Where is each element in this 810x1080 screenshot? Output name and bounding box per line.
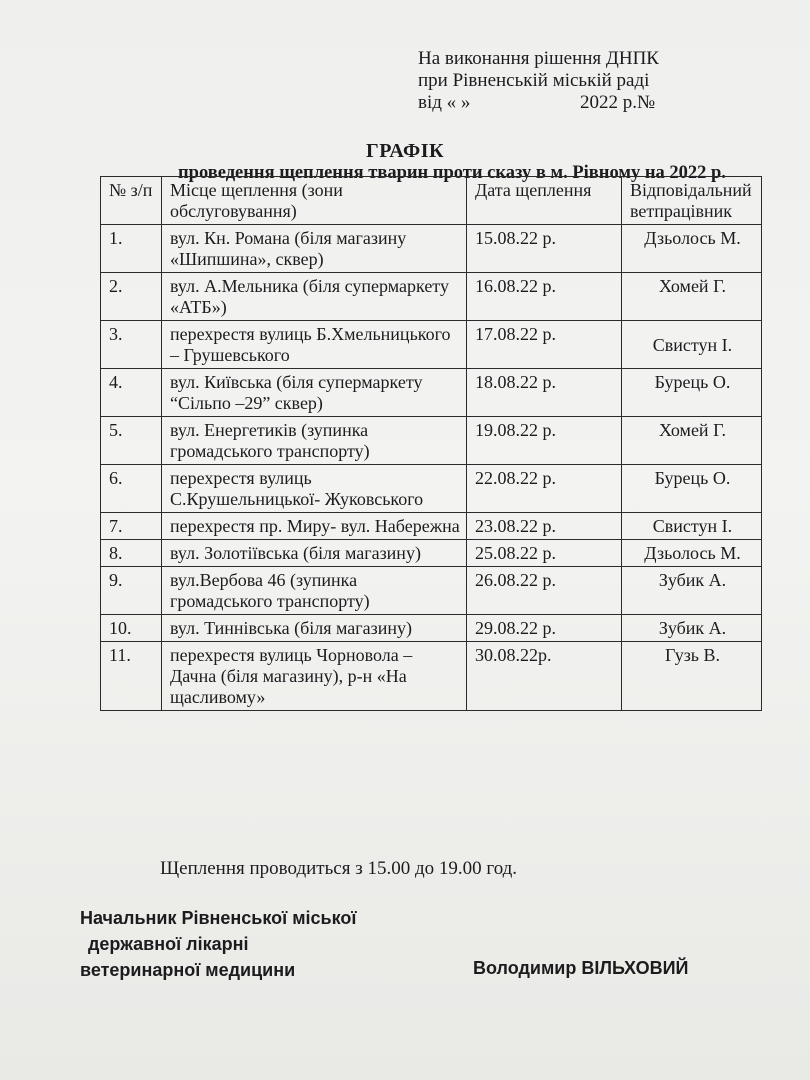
row-number: 9.	[101, 567, 162, 615]
row-place: вул.Вербова 46 (зупинка громадського транспорту)	[162, 567, 467, 615]
row-date: 25.08.22 р.	[467, 540, 622, 567]
row-place: перехрестя вулиць Б.Хмельницького – Грушевського	[162, 321, 467, 369]
table-row	[101, 273, 762, 321]
row-vet: Хомей Г.	[622, 417, 762, 465]
row-number: 6.	[101, 465, 162, 513]
row-place: вул. Київська (біля супермаркету “Сільпо –29” сквер)	[162, 369, 467, 417]
table-row	[101, 225, 762, 273]
row-number: 4.	[101, 369, 162, 417]
row-date: 22.08.22 р.	[467, 465, 622, 513]
signature-title-line-1: Начальник Рівненської міської	[80, 908, 357, 928]
approval-date-prefix: від « »	[418, 92, 471, 113]
row-number: 3.	[101, 321, 162, 369]
table-row	[101, 321, 762, 369]
approval-header	[418, 48, 659, 114]
approval-date-line	[418, 92, 659, 114]
row-date: 29.08.22 р.	[467, 615, 622, 642]
signature-block	[80, 905, 356, 983]
signer-name: Володимир ВІЛЬХОВИЙ	[473, 958, 689, 978]
approval-line-1: На виконання рішення ДНПК	[418, 48, 659, 69]
row-vet: Дзьолось М.	[622, 225, 762, 273]
row-vet: Зубик А.	[622, 567, 762, 615]
row-vet: Гузь В.	[622, 642, 762, 711]
header-place: Місце щеплення (зони обслуговування)	[162, 177, 467, 225]
row-date: 17.08.22 р.	[467, 321, 622, 369]
row-number: 11.	[101, 642, 162, 711]
row-place: перехрестя вулиць Чорновола – Дачна (біля магазину), р-н «На щасливому»	[162, 642, 467, 711]
table-row	[101, 615, 762, 642]
table-header-row	[101, 177, 762, 225]
table-row	[101, 513, 762, 540]
row-number: 5.	[101, 417, 162, 465]
row-number: 8.	[101, 540, 162, 567]
row-date: 16.08.22 р.	[467, 273, 622, 321]
row-place: вул. Тиннівська (біля магазину)	[162, 615, 467, 642]
signature-title-line-3: ветеринарної медицини	[80, 960, 296, 980]
table-row	[101, 417, 762, 465]
row-date: 23.08.22 р.	[467, 513, 622, 540]
table-row	[101, 465, 762, 513]
row-vet: Зубик А.	[622, 615, 762, 642]
row-vet: Бурець О.	[622, 369, 762, 417]
header-number: № з/п	[101, 177, 162, 225]
row-date: 15.08.22 р.	[467, 225, 622, 273]
row-number: 1.	[101, 225, 162, 273]
row-date: 26.08.22 р.	[467, 567, 622, 615]
row-number: 7.	[101, 513, 162, 540]
approval-line-2: при Рівненській міській раді	[418, 70, 650, 91]
header-date: Дата щеплення	[467, 177, 622, 225]
vaccination-schedule-table	[100, 176, 762, 711]
document-title: ГРАФІК	[365, 140, 445, 162]
row-number: 10.	[101, 615, 162, 642]
table-row	[101, 369, 762, 417]
row-date: 18.08.22 р.	[467, 369, 622, 417]
row-place: перехрестя пр. Миру- вул. Набережна	[162, 513, 467, 540]
row-date: 19.08.22 р.	[467, 417, 622, 465]
signature-title-line-2: державної лікарні	[88, 934, 249, 954]
document-subtitle: проведення щеплення тварин проти сказу в м. Рівному на 2022 р.	[178, 163, 726, 183]
row-number: 2.	[101, 273, 162, 321]
table-row	[101, 567, 762, 615]
approval-date-year: 2022 р.№	[580, 92, 656, 113]
row-vet: Бурець О.	[622, 465, 762, 513]
row-place: вул. Енергетиків (зупинка громадського транспорту)	[162, 417, 467, 465]
row-vet: Хомей Г.	[622, 273, 762, 321]
row-place: вул. А.Мельника (біля супермаркету «АТБ»)	[162, 273, 467, 321]
row-vet: Свистун І.	[622, 513, 762, 540]
table-row	[101, 540, 762, 567]
table-row	[101, 642, 762, 711]
schedule-note: Щеплення проводиться з 15.00 до 19.00 год.	[160, 858, 518, 879]
row-place: перехрестя вулиць С.Крушельницької- Жуковського	[162, 465, 467, 513]
row-place: вул. Золотіївська (біля магазину)	[162, 540, 467, 567]
row-place: вул. Кн. Романа (біля магазину «Шипшина», сквер)	[162, 225, 467, 273]
row-date: 30.08.22р.	[467, 642, 622, 711]
header-vet: Відповідальний ветпрацівник	[622, 177, 762, 225]
row-vet: Свистун І.	[622, 321, 762, 369]
row-vet: Дзьолось М.	[622, 540, 762, 567]
